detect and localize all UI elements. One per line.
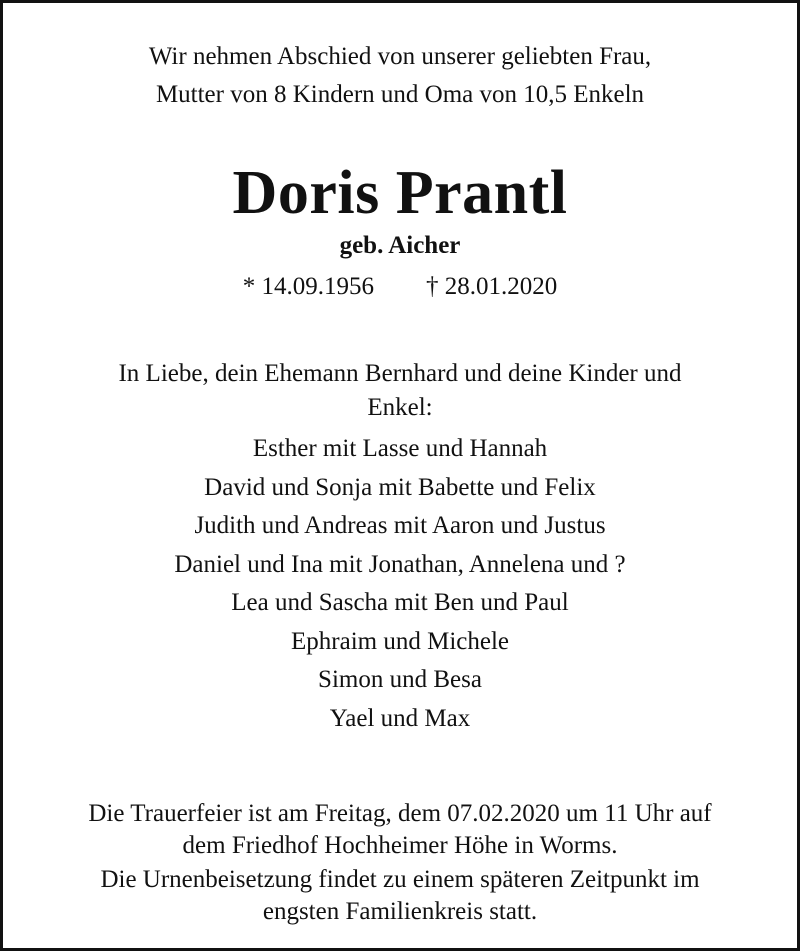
deceased-name: Doris Prantl bbox=[232, 159, 568, 227]
family-item: Simon und Besa bbox=[318, 666, 482, 693]
death-date: † 28.01.2020 bbox=[426, 273, 558, 300]
mourners-intro-line-2: Enkel: bbox=[367, 394, 433, 421]
family-item: Daniel und Ina mit Jonathan, Annelena und ? bbox=[174, 550, 626, 578]
family-list bbox=[3, 435, 797, 743]
funeral-line-2: dem Friedhof Hochheimer Höhe in Worms. bbox=[182, 832, 618, 859]
funeral-line-4: engsten Familienkreis statt. bbox=[262, 898, 538, 925]
birth-name: geb. Aicher bbox=[339, 232, 461, 259]
family-item: Yael und Max bbox=[329, 704, 471, 732]
mourners-intro-line-1: In Liebe, dein Ehemann Bernhard und deine Kinder und bbox=[118, 360, 682, 387]
funeral-line-1: Die Trauerfeier ist am Freitag, dem 07.02.2020 um 11 Uhr auf bbox=[88, 800, 712, 827]
family-item: David und Sonja mit Babette und Felix bbox=[204, 473, 596, 501]
family-item: Judith und Andreas mit Aaron und Justus bbox=[194, 512, 606, 539]
family-item: Ephraim und Michele bbox=[291, 627, 509, 655]
life-dates bbox=[3, 273, 797, 301]
intro-line-1: Wir nehmen Abschied von unserer geliebten Frau, bbox=[148, 43, 652, 70]
funeral-line-3: Die Urnenbeisetzung findet zu einem späteren Zeitpunkt im bbox=[100, 866, 700, 893]
birth-date: * 14.09.1956 bbox=[242, 273, 374, 300]
family-item: Lea und Sascha mit Ben und Paul bbox=[231, 589, 569, 616]
intro-line-2: Mutter von 8 Kindern und Oma von 10,5 Enkeln bbox=[155, 81, 645, 108]
family-item: Esther mit Lasse und Hannah bbox=[252, 435, 548, 462]
